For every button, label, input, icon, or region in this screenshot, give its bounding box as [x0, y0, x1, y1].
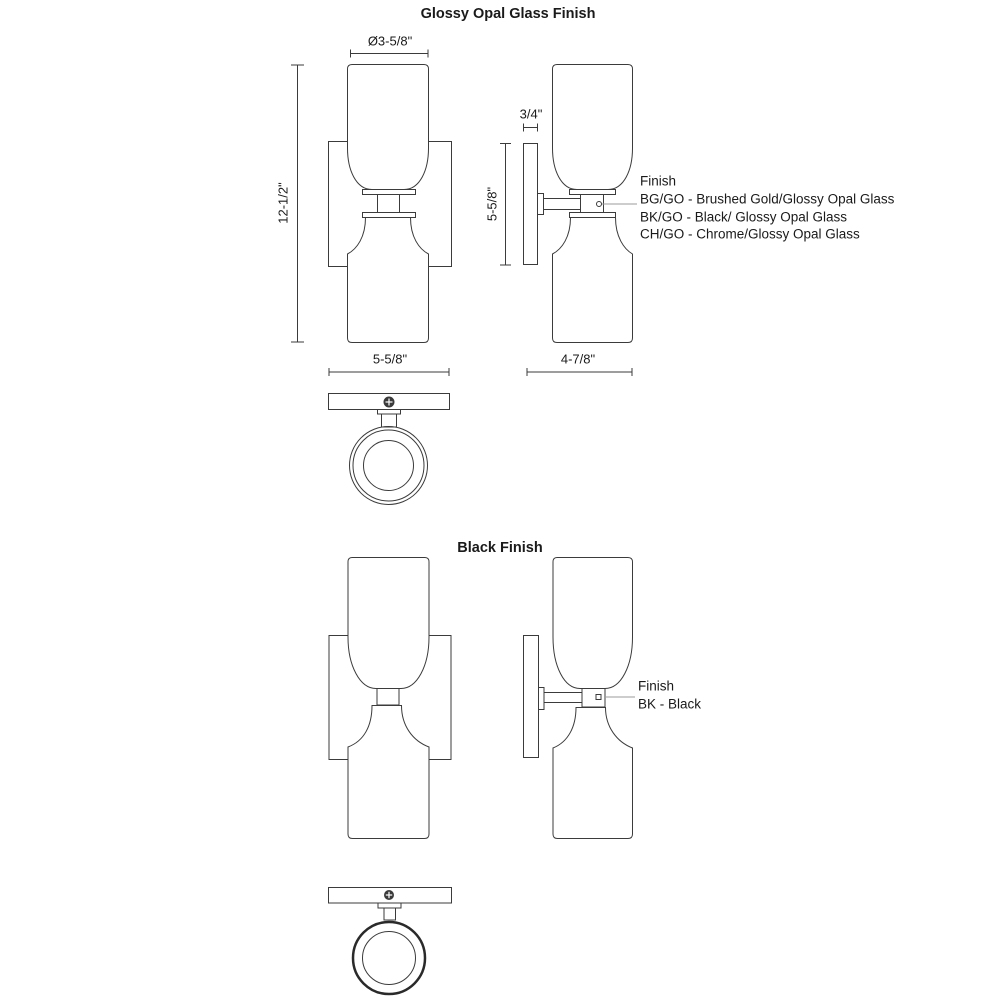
side-arm — [544, 693, 582, 703]
section-title-glossy: Glossy Opal Glass Finish — [420, 6, 596, 22]
set-screw-icon — [597, 202, 602, 207]
front-upper-glass — [348, 65, 429, 190]
set-screw-icon — [596, 695, 601, 700]
glass-inner-circle — [364, 441, 414, 491]
front-lower-glass — [348, 706, 429, 839]
bottom-stem-upper — [378, 903, 401, 908]
finish-option-bk: BK - Black — [638, 696, 702, 712]
side-arm — [544, 199, 581, 210]
metal-inner-circle — [363, 932, 416, 985]
bottom-stem-lower — [382, 414, 397, 427]
glass-outer-circle — [350, 427, 428, 505]
dim-glass-diameter — [351, 50, 429, 58]
dim-label-glass-diameter: Ø3-5/8" — [367, 33, 413, 49]
section-title-black: Black Finish — [457, 540, 543, 556]
side-arm-flange — [538, 194, 544, 215]
black-bottom-view — [329, 888, 452, 995]
front-center-body — [377, 689, 399, 706]
finish-label: Finish — [638, 678, 675, 694]
finish-option-bggo: BG/GO - Brushed Gold/Glossy Opal Glass — [640, 191, 895, 207]
dim-label-backplate-height: 5-5/8" — [484, 186, 500, 222]
glossy-bottom-view — [329, 394, 450, 505]
side-upper-collar — [570, 190, 616, 195]
front-lower-glass — [348, 218, 429, 343]
dim-overall-width — [329, 368, 449, 376]
dim-label-backplate-depth: 3/4" — [519, 106, 543, 122]
dim-label-overall-depth: 4-7/8" — [560, 351, 596, 367]
front-lower-collar — [363, 213, 416, 218]
side-lower-glass — [553, 218, 633, 343]
finish-option-bkgo: BK/GO - Black/ Glossy Opal Glass — [640, 209, 848, 224]
side-upper-glass — [553, 558, 633, 689]
bottom-stem-upper — [378, 410, 401, 415]
dim-backplate-height — [500, 144, 511, 266]
dim-label-overall-height: 12-1/2" — [275, 182, 291, 224]
dim-overall-height — [291, 65, 304, 342]
dim-label-overall-width: 5-5/8" — [372, 351, 408, 367]
black-side-view — [524, 558, 636, 839]
side-upper-glass — [553, 65, 633, 190]
bottom-stem-lower — [384, 908, 396, 920]
black-front-view — [329, 558, 451, 839]
dim-backplate-depth — [524, 124, 538, 132]
finish-label: Finish — [640, 173, 677, 189]
side-lower-collar — [570, 213, 616, 218]
metal-outer-ring — [353, 922, 425, 994]
side-backplate — [524, 144, 538, 265]
side-lower-glass — [553, 708, 633, 839]
front-upper-glass — [348, 558, 429, 689]
front-center-body — [378, 195, 400, 213]
side-backplate — [524, 636, 539, 758]
side-center-body — [582, 689, 605, 708]
glossy-front-view — [291, 50, 452, 377]
side-arm-flange — [539, 688, 545, 710]
front-upper-collar — [363, 190, 416, 195]
finish-option-chgo: CH/GO - Chrome/Glossy Opal Glass — [640, 226, 860, 242]
dim-overall-depth — [527, 368, 632, 376]
